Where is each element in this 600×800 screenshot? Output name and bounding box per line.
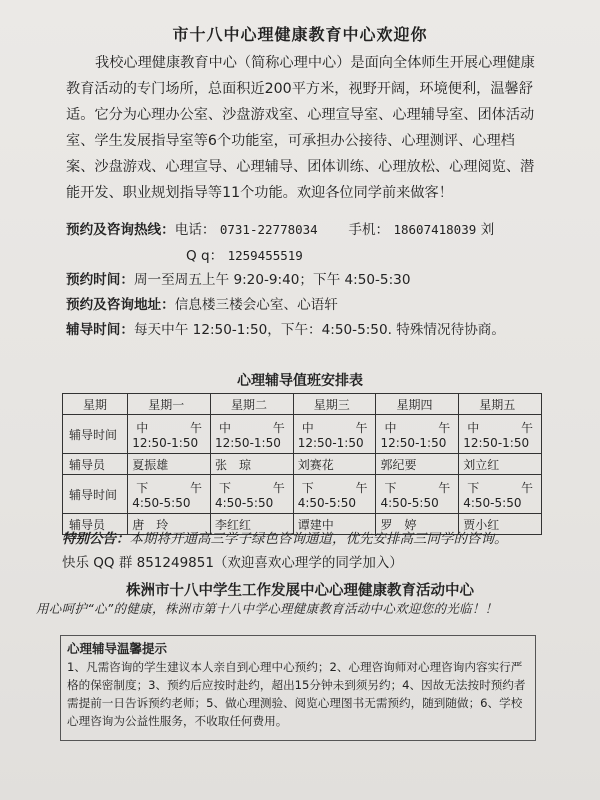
table-row (63, 475, 542, 514)
row-label: 辅导员 (63, 454, 128, 475)
cell-word: 下 (301, 480, 314, 495)
afternoon-time-cell (459, 475, 542, 514)
notice-label: 特别公告： (62, 531, 130, 547)
staff-cell: 刘赛花 (293, 454, 376, 475)
appointment-time-value: 周一至周五上午 9:20-9:40；下午 4:50-5:30 (133, 272, 411, 288)
table-header-row (63, 394, 542, 415)
time-text: 12:50-1:50 (297, 435, 364, 450)
slogan: 用心呵护“心”的健康，株洲市第十八中学心理健康教育活动中心欢迎您的光临！！ (36, 601, 498, 616)
staff-cell: 谭建中 (293, 514, 376, 535)
center-name: 株洲市十八中学生工作发展中心心理健康教育活动中心 (126, 583, 474, 599)
time-text: 4:50-5:50 (214, 495, 274, 510)
time-text: 12:50-1:50 (463, 435, 530, 450)
afternoon-time-cell (376, 475, 459, 514)
header-cell: 星期五 (459, 394, 542, 415)
afternoon-time-cell (293, 475, 376, 514)
staff-cell: 李红红 (210, 514, 293, 535)
cell-word: 午 (189, 480, 202, 495)
staff-cell: 郭纪要 (376, 454, 459, 475)
cell-word: 下 (467, 480, 480, 495)
header-cell: 星期三 (293, 394, 376, 415)
qq-label: Q q： (186, 248, 224, 264)
hotline-label: 预约及咨询热线： (66, 222, 175, 238)
intro-paragraph: 我校心理健康教育中心（简称心理中心）是面向全体师生开展心理健康教育活动的专门场所，总面积近200平方米，视野开阔，环境便利，温馨舒适。它分为心理办公室、沙盘游戏室、心理宣导室、心理辅导室、团体活动室、学生发展指导室等6个功能室，可承担办公接待、心理测评、心理档案、沙盘游戏、心理宣导、心理辅导、团体训练、心理放松、心理阅览、潜能开发、职业规划指导等11个功能。欢迎各位同学前来做客！ (66, 55, 535, 201)
time-text: 4:50-5:50 (380, 495, 439, 510)
header-cell: 星期 (63, 394, 128, 415)
cell-word: 午 (520, 480, 533, 495)
appointment-time-line (66, 268, 546, 292)
cell-word: 中 (384, 420, 397, 435)
time-text: 12:50-1:50 (214, 435, 281, 450)
header-cell: 星期四 (376, 394, 459, 415)
mobile-label: 手机： (348, 222, 390, 238)
afternoon-time-cell (210, 475, 293, 514)
phone-number: 0731-22778034 (219, 222, 318, 237)
cell-word: 中 (467, 420, 480, 435)
mobile-number: 18607418039 (393, 222, 477, 237)
special-notice (62, 527, 542, 575)
tips-body: 1、凡需咨询的学生建议本人亲自到心理中心预约；2、心理咨询师对心理咨询内容实行严格的保密制度；3、预约后应按时赴约，超出15分钟未到须另约；4、因故无法按时预约者需提前一日告诉预约老师；5、做心理测验、阅览心理图书无需预约，随到随做；6、学校心理咨询为公益性服务，不收取任何费用。 (67, 660, 526, 728)
time-text: 4:50-5:50 (297, 495, 356, 510)
duty-schedule-table (62, 393, 542, 535)
row-label: 辅导员 (63, 514, 128, 535)
phone-label: 电话： (174, 222, 216, 238)
staff-cell: 罗 婷 (376, 514, 459, 535)
time-text: 4:50-5:50 (132, 495, 191, 510)
page-title: 市十八中心理健康教育中心欢迎你 (172, 25, 428, 44)
tips-box (60, 635, 536, 741)
noon-time-cell (459, 415, 542, 454)
header-cell: 星期二 (210, 394, 293, 415)
mobile-contact-name: 刘 (480, 222, 495, 238)
notice-text: 本期将开通高三学子绿色咨询通道，优先安排高三同学的咨询。 (129, 531, 508, 547)
cell-word: 午 (355, 420, 368, 435)
qq-line (186, 244, 600, 268)
tips-title: 心理辅导温馨提示 (67, 641, 168, 656)
row-label: 辅导时间 (63, 475, 128, 514)
row-label: 辅导时间 (63, 415, 128, 454)
staff-cell: 张 琼 (210, 454, 293, 475)
schedule-title: 心理辅导值班安排表 (237, 373, 363, 389)
cell-word: 午 (189, 420, 202, 435)
counsel-time-value: 每天中午 12:50-1:50，下午：4:50-5:50. 特殊情况待协商。 (133, 322, 505, 338)
cell-word: 午 (355, 480, 368, 495)
time-text: 4:50-5:50 (463, 495, 522, 510)
hotline-line (66, 218, 546, 242)
noon-time-cell (128, 415, 211, 454)
time-text: 12:50-1:50 (132, 435, 199, 450)
staff-cell: 刘立红 (459, 454, 542, 475)
time-text: 12:50-1:50 (380, 435, 447, 450)
noon-time-cell (210, 415, 293, 454)
address-line (66, 293, 546, 317)
qq-group-text: 快乐 QQ 群 851249851（欢迎喜欢心理学的同学加入） (62, 555, 403, 571)
cell-word: 午 (438, 420, 451, 435)
qq-number: 1259455519 (227, 248, 303, 263)
afternoon-time-cell (128, 475, 211, 514)
cell-word: 中 (301, 420, 314, 435)
noon-time-cell (293, 415, 376, 454)
table-row (63, 454, 542, 475)
staff-cell: 夏振雄 (128, 454, 211, 475)
table-row (63, 415, 542, 454)
appointment-time-label: 预约时间： (66, 272, 134, 288)
address-label: 预约及咨询地址： (66, 297, 175, 313)
cell-word: 下 (218, 480, 231, 495)
header-cell: 星期一 (128, 394, 211, 415)
counsel-time-label: 辅导时间： (66, 322, 134, 338)
address-value: 信息楼三楼会心室、心语轩 (174, 297, 338, 313)
cell-word: 午 (520, 420, 533, 435)
cell-word: 午 (272, 480, 285, 495)
counsel-time-line (66, 317, 536, 343)
cell-word: 中 (218, 420, 231, 435)
cell-word: 午 (272, 420, 285, 435)
cell-word: 午 (438, 480, 451, 495)
staff-cell: 唐 玲 (128, 514, 211, 535)
cell-word: 下 (384, 480, 397, 495)
noon-time-cell (376, 415, 459, 454)
cell-word: 中 (136, 420, 149, 435)
staff-cell: 贾小红 (459, 514, 542, 535)
cell-word: 下 (136, 480, 149, 495)
